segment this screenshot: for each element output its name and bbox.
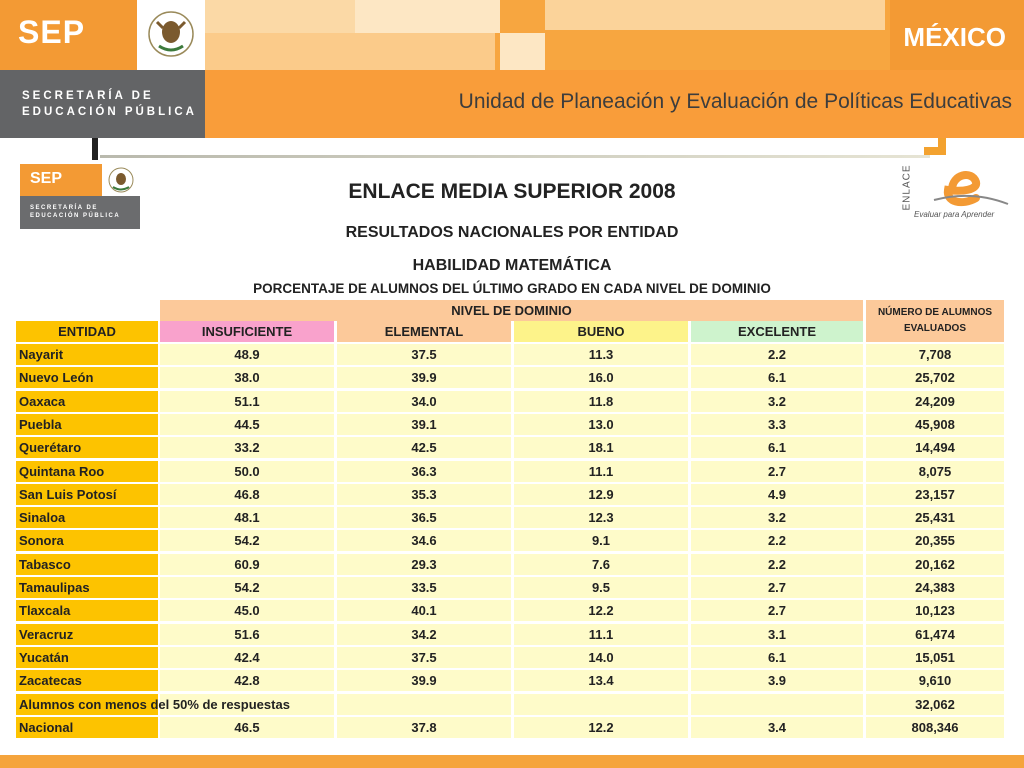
secretaria-band	[0, 70, 205, 138]
insuficiente-cell: 54.2	[160, 577, 334, 598]
report-title: ENLACE MEDIA SUPERIOR 2008	[348, 180, 676, 203]
table-row-entidad: Querétaro	[16, 437, 158, 458]
bueno-cell: 12.2	[514, 717, 688, 738]
table-row-entidad: Nuevo León	[16, 367, 158, 388]
elemental-cell: 34.0	[337, 391, 511, 412]
note-row-label: Alumnos con menos del 50% de respuestas	[19, 697, 290, 712]
alumnos-cell: 23,157	[866, 484, 1004, 505]
unit-band	[205, 70, 1024, 138]
alumnos-cell: 20,355	[866, 530, 1004, 551]
section-title: HABILIDAD MATEMÁTICA	[412, 257, 612, 274]
table-row-entidad: Veracruz	[16, 624, 158, 645]
insuficiente-cell: 46.8	[160, 484, 334, 505]
excelente-header: EXCELENTE	[691, 321, 863, 342]
insuficiente-cell: 48.1	[160, 507, 334, 528]
bueno-cell: 9.1	[514, 530, 688, 551]
bueno-header: BUENO	[514, 321, 688, 342]
table-row-entidad: San Luis Potosí	[16, 484, 158, 505]
table-row-entidad: Oaxaca	[16, 391, 158, 412]
excelente-cell: 3.2	[691, 391, 863, 412]
alumnos-cell: 25,702	[866, 367, 1004, 388]
corner-accent	[924, 138, 946, 155]
excelente-cell: 6.1	[691, 647, 863, 668]
table-row-entidad: Puebla	[16, 414, 158, 435]
bueno-cell: 12.2	[514, 600, 688, 621]
bueno-cell: 13.4	[514, 670, 688, 691]
excelente-cell: 2.2	[691, 530, 863, 551]
national-row-entidad: Nacional	[16, 717, 158, 738]
elemental-cell: 34.2	[337, 624, 511, 645]
divider-accent	[92, 138, 98, 160]
elemental-cell: 35.3	[337, 484, 511, 505]
excelente-cell: 4.9	[691, 484, 863, 505]
alumnos-cell: 7,708	[866, 344, 1004, 365]
bueno-cell: 11.1	[514, 461, 688, 482]
nivel-dominio-header: NIVEL DE DOMINIO	[160, 300, 863, 321]
alumnos-cell: 9,610	[866, 670, 1004, 691]
excelente-cell: 2.7	[691, 461, 863, 482]
table-row-entidad: Sinaloa	[16, 507, 158, 528]
elemental-cell: 37.5	[337, 344, 511, 365]
elemental-cell: 40.1	[337, 600, 511, 621]
insuficiente-cell: 33.2	[160, 437, 334, 458]
table-row-entidad: Tlaxcala	[16, 600, 158, 621]
national-seal-box	[137, 0, 205, 70]
insuficiente-cell: 44.5	[160, 414, 334, 435]
insuficiente-cell: 51.6	[160, 624, 334, 645]
enlace-logo: ENLACE Evaluar para Aprender	[898, 160, 1008, 220]
bueno-cell: 14.0	[514, 647, 688, 668]
bueno-cell: 16.0	[514, 367, 688, 388]
small-sep-logo: SEP SECRETARÍA DE EDUCACIÓN PÚBLICA	[20, 164, 140, 229]
insuficiente-cell: 54.2	[160, 530, 334, 551]
excelente-cell: 3.2	[691, 507, 863, 528]
bueno-cell: 12.9	[514, 484, 688, 505]
alumnos-cell: 45,908	[866, 414, 1004, 435]
elemental-cell: 39.9	[337, 670, 511, 691]
alumnos-cell: 25,431	[866, 507, 1004, 528]
excelente-cell: 2.2	[691, 344, 863, 365]
insuficiente-cell: 45.0	[160, 600, 334, 621]
bueno-cell: 7.6	[514, 554, 688, 575]
divider-line	[100, 155, 930, 158]
alumnos-cell: 20,162	[866, 554, 1004, 575]
elemental-cell: 29.3	[337, 554, 511, 575]
elemental-cell: 42.5	[337, 437, 511, 458]
alumnos-cell: 15,051	[866, 647, 1004, 668]
elemental-cell: 36.5	[337, 507, 511, 528]
insuficiente-header: INSUFICIENTE	[160, 321, 334, 342]
insuficiente-cell: 42.4	[160, 647, 334, 668]
alumnos-cell: 8,075	[866, 461, 1004, 482]
elemental-cell: 33.5	[337, 577, 511, 598]
eagle-seal-icon	[147, 8, 195, 60]
bueno-cell: 12.3	[514, 507, 688, 528]
footer-bar	[0, 755, 1024, 768]
sep-logo: SEP	[18, 14, 86, 50]
elemental-cell: 36.3	[337, 461, 511, 482]
table-row-entidad: Tabasco	[16, 554, 158, 575]
unit-title: Unidad de Planeación y Evaluación de Políticas Educativas	[458, 90, 1012, 113]
elemental-cell: 34.6	[337, 530, 511, 551]
insuficiente-cell: 60.9	[160, 554, 334, 575]
note-row-alumnos: 32,062	[866, 694, 1004, 715]
bueno-cell: 11.3	[514, 344, 688, 365]
entidad-header: ENTIDAD	[16, 321, 158, 342]
bueno-cell: 13.0	[514, 414, 688, 435]
table-description: PORCENTAJE DE ALUMNOS DEL ÚLTIMO GRADO EN CADA NIVEL DE DOMINIO	[253, 281, 771, 296]
note-row-empty-cell	[337, 694, 511, 715]
alumnos-cell: 808,346	[866, 717, 1004, 738]
alumnos-cell: 24,209	[866, 391, 1004, 412]
table-row-entidad: Nayarit	[16, 344, 158, 365]
excelente-cell: 2.7	[691, 577, 863, 598]
insuficiente-cell: 48.9	[160, 344, 334, 365]
report-subtitle: RESULTADOS NACIONALES POR ENTIDAD	[345, 224, 679, 241]
insuficiente-cell: 51.1	[160, 391, 334, 412]
bueno-cell: 11.1	[514, 624, 688, 645]
note-row-empty-cell	[691, 694, 863, 715]
bueno-cell: 9.5	[514, 577, 688, 598]
alumnos-cell: 24,383	[866, 577, 1004, 598]
excelente-cell: 2.2	[691, 554, 863, 575]
alumnos-cell: 10,123	[866, 600, 1004, 621]
bueno-cell: 11.8	[514, 391, 688, 412]
excelente-cell: 6.1	[691, 437, 863, 458]
secretaria-name: SECRETARÍA DE EDUCACIÓN PÚBLICA	[22, 90, 197, 118]
insuficiente-cell: 46.5	[160, 717, 334, 738]
elemental-cell: 37.8	[337, 717, 511, 738]
mexico-logo-box	[890, 0, 1024, 70]
elemental-header: ELEMENTAL	[337, 321, 511, 342]
table-row-entidad: Yucatán	[16, 647, 158, 668]
insuficiente-cell: 50.0	[160, 461, 334, 482]
elemental-cell: 39.9	[337, 367, 511, 388]
insuficiente-cell: 42.8	[160, 670, 334, 691]
excelente-cell: 3.9	[691, 670, 863, 691]
table-row-entidad: Tamaulipas	[16, 577, 158, 598]
numero-alumnos-header: NÚMERO DE ALUMNOS EVALUADOS	[866, 300, 1004, 342]
insuficiente-cell: 38.0	[160, 367, 334, 388]
elemental-cell: 37.5	[337, 647, 511, 668]
alumnos-cell: 61,474	[866, 624, 1004, 645]
table-row-entidad: Sonora	[16, 530, 158, 551]
bueno-cell: 18.1	[514, 437, 688, 458]
elemental-cell: 39.1	[337, 414, 511, 435]
note-row-empty-cell	[514, 694, 688, 715]
excelente-cell: 3.1	[691, 624, 863, 645]
table-row-entidad: Quintana Roo	[16, 461, 158, 482]
mexico-logo: MÉXICO	[903, 22, 1006, 52]
sep-logo-box	[0, 0, 137, 70]
excelente-cell: 3.4	[691, 717, 863, 738]
table-row-entidad: Zacatecas	[16, 670, 158, 691]
top-banner	[0, 0, 1024, 70]
excelente-cell: 6.1	[691, 367, 863, 388]
excelente-cell: 3.3	[691, 414, 863, 435]
alumnos-cell: 14,494	[866, 437, 1004, 458]
excelente-cell: 2.7	[691, 600, 863, 621]
